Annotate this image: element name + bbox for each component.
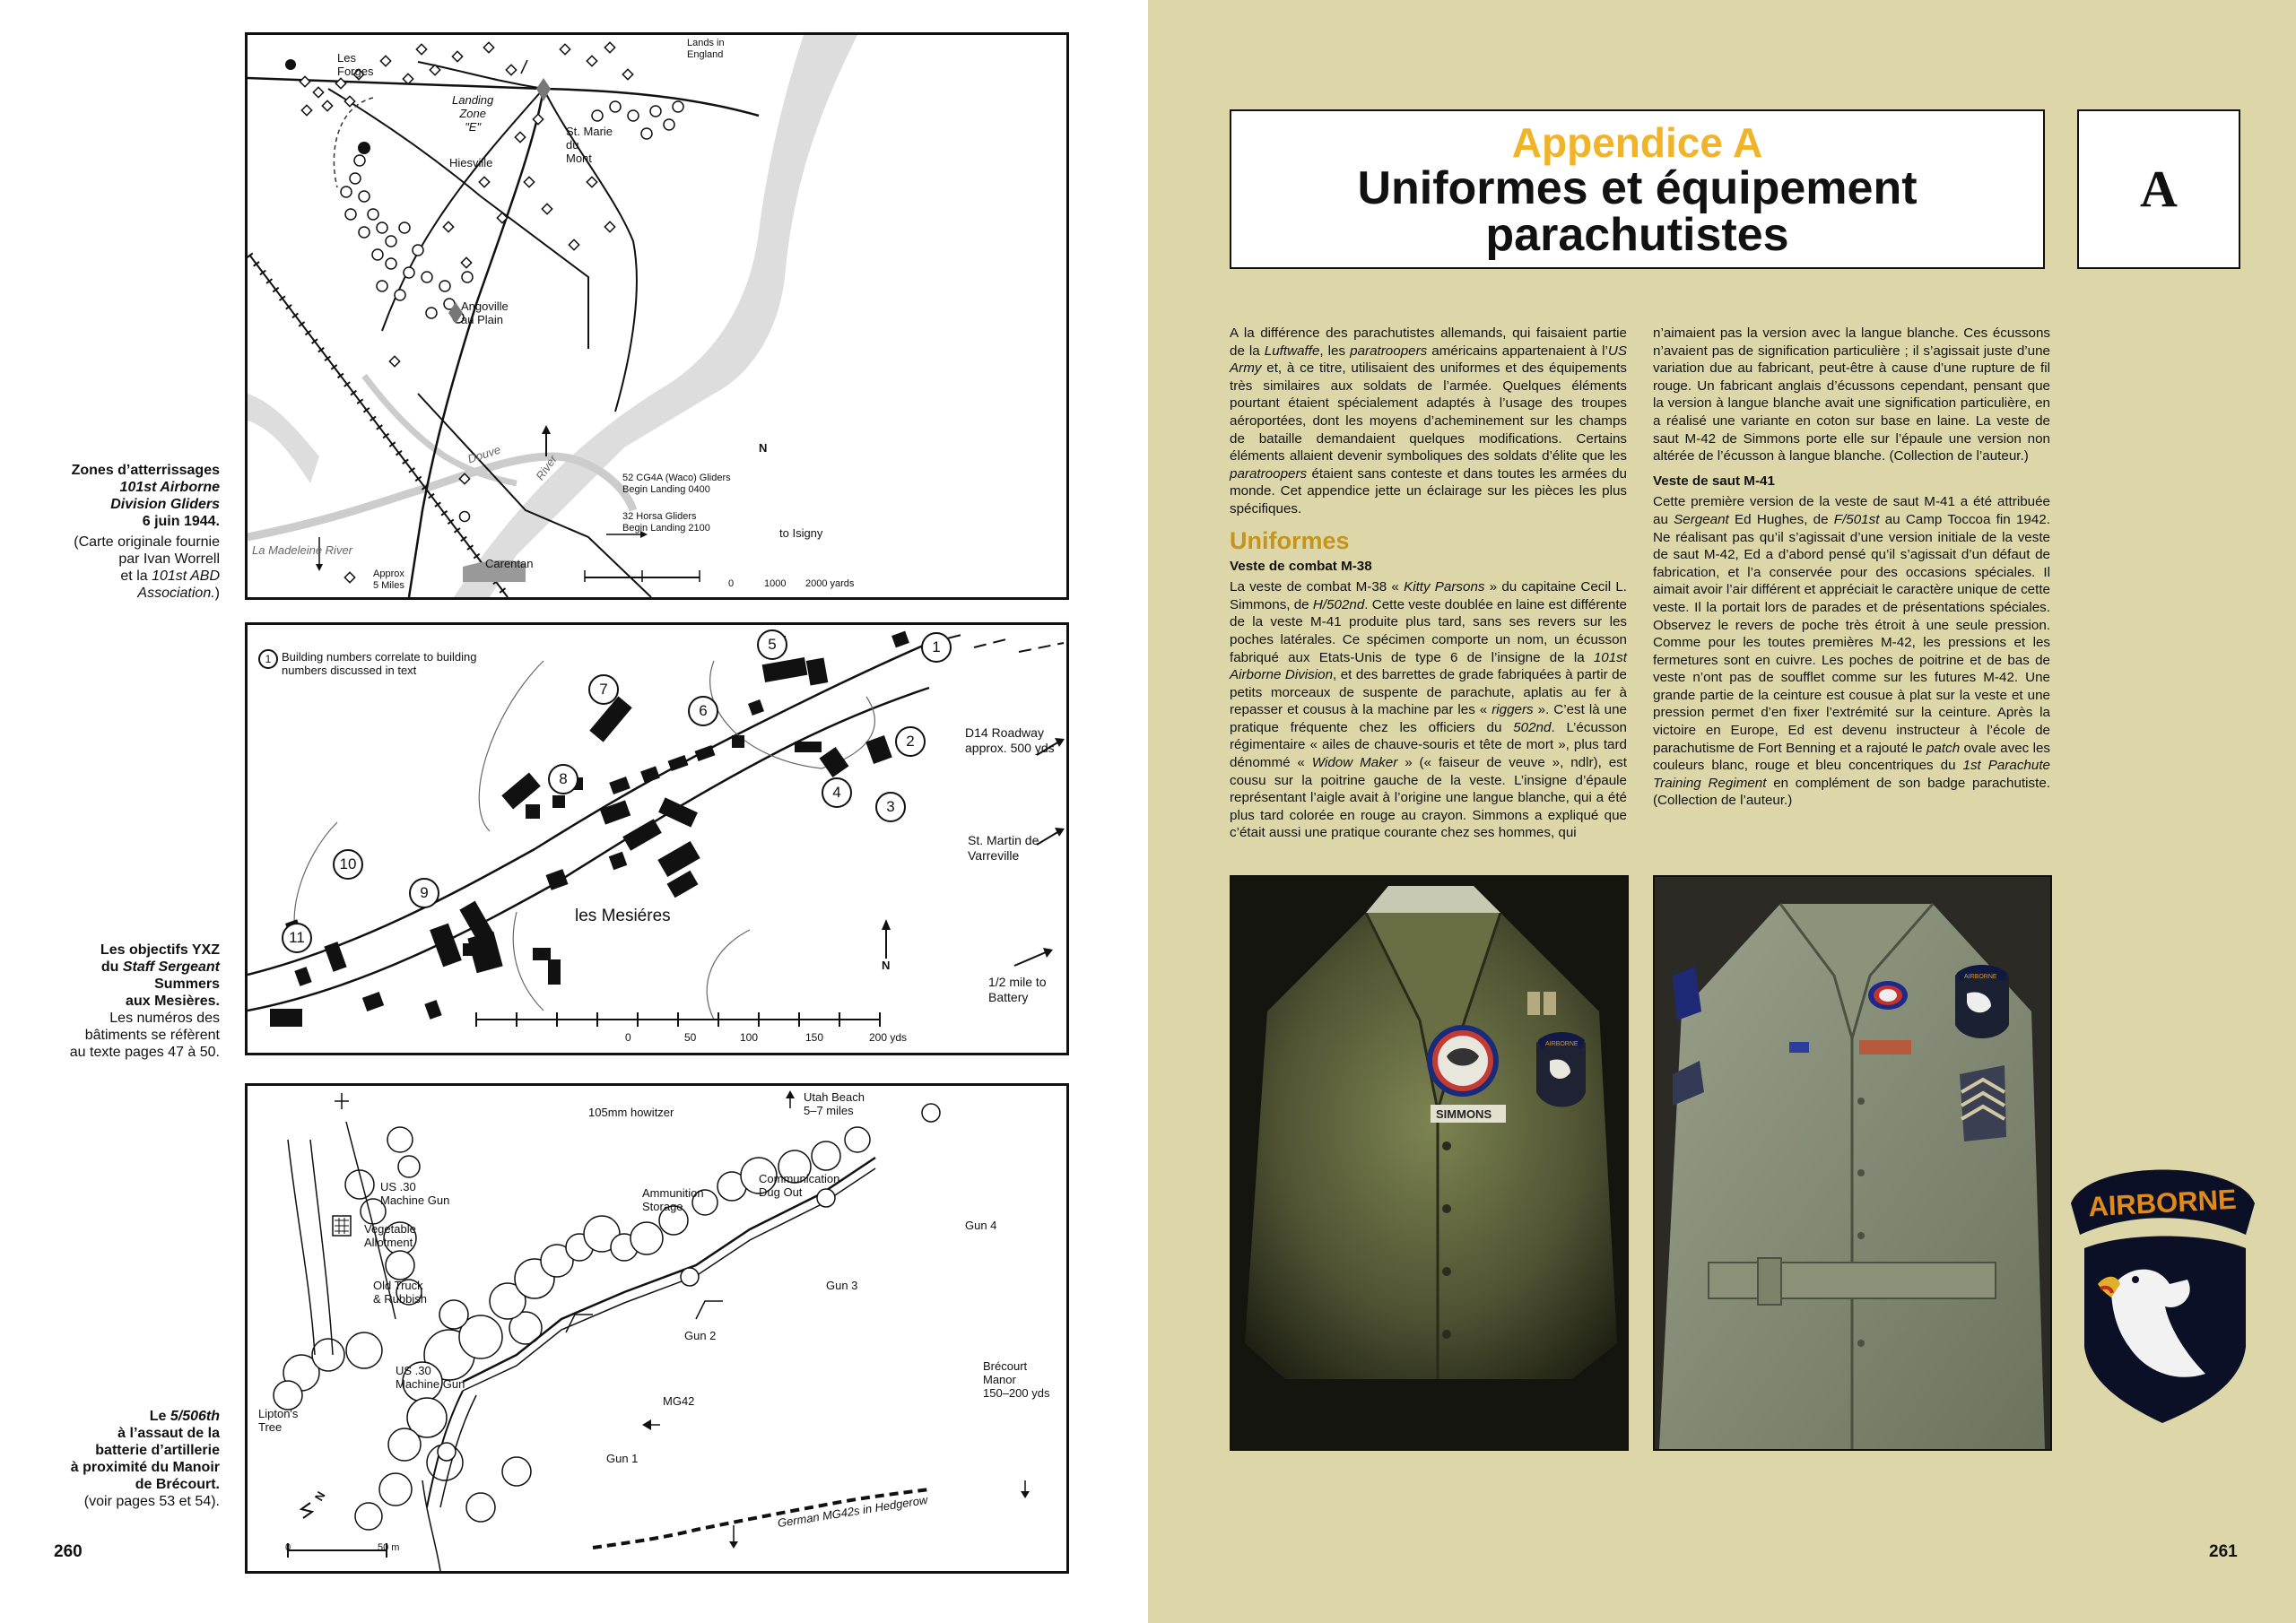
- caption-1-note: (Carte originale fournie par Ivan Worrell et la 101st ABD Association.): [74, 534, 220, 601]
- caption-3-title: Le 5/506th à l’assaut de la batterie d’artillerie à proximité du Manoir de Brécourt.: [70, 1409, 220, 1492]
- appendix-letter-box: A: [2077, 109, 2240, 269]
- m41-paragraph: Cette première version de la veste de saut M-41 a été attribuée au Sergeant Ed Hughes, de F/501st au Camp Toccoa fin 1942. Ne réalisant pas qu’il s’agissait d’une version initiale de la veste de saut M-42, Ed a d’abord pensé qu’il s’agissait d’un défaut de fabrication, et l’a conservée pour des occasions spéciales. Il aimait avoir l’air différent et appréciait le caractère unique de cette veste. Il la portait lors de parades et de présentations spéciales. Observez le revers de poche très étroit à une seule pression. Comme pour les toutes premières M-42, les pressions et les fermetures sont en cuivre. Les poches de poitrine et de bas de veste n’ont pas de soufflet comme sur les futures M-42. Une grande partie de la ceinture est cousue à plat sur la veste et une pression permet d’en fixer l’extrémité sur la ceinture. Après la victoire en Europe, Ed est devenu instructeur à l’école de parachutisme de Fort Benning et a rajouté le patch ovale avec les couleurs blanc, rouge et bleu concentriques du 1st Parachute Training Regiment en complément de son badge parachutiste. (Collection de l’auteur.): [1653, 494, 2050, 809]
- m38-jacket-illustration: [1231, 877, 1627, 1449]
- appendix-title: Uniformes et équipement parachutistes: [1357, 162, 1918, 261]
- label-mg42: MG42: [663, 1394, 695, 1408]
- building-5: 5: [757, 629, 787, 660]
- building-10: 10: [333, 849, 363, 880]
- map2-north-arrow: N: [882, 959, 891, 972]
- photo-m38-jacket: [1230, 875, 1629, 1451]
- label-105mm-howitzer: 105mm howitzer: [588, 1106, 674, 1119]
- caption-1-unit: 101st Airborne Division Gliders: [110, 480, 220, 512]
- mesieres-map: [245, 622, 1069, 1055]
- building-9: 9: [409, 878, 439, 908]
- legend-horsa-gliders: 32 Horsa Gliders Begin Landing 2100: [622, 511, 710, 534]
- airborne-101st-patch: [2062, 1150, 2264, 1428]
- caption-1-title: Zones d’atterrissages: [71, 463, 220, 478]
- photo1-patch-tab: AIRBORNE: [1545, 1041, 1578, 1047]
- airborne-tab-text: AIRBORNE: [2087, 1183, 2238, 1223]
- section-heading-uniformes: Uniformes: [1230, 526, 1350, 554]
- place-angoville: Angoville au Plain: [461, 299, 509, 326]
- label-old-truck: Old Truck & Rubbish: [373, 1279, 427, 1306]
- label-douve-river-2: River: [533, 452, 561, 483]
- label-d14-roadway: D14 Roadway approx. 500 yds: [965, 725, 1055, 755]
- label-utah-beach: Utah Beach 5–7 miles: [804, 1090, 865, 1117]
- building-3: 3: [875, 792, 906, 822]
- intro-paragraph: A la différence des parachutistes allemands, qui faisaient partie de la Luftwaffe, les paratroopers américains appartenaient à l’US Army et, à ce titre, utilisaient des uniformes et des équipements très similaires aux soldats de l’armée. Quelques éléments pourtant étaient spécialement adaptés à l’usage des troupes aéroportées, dont les moyens d’acheminement sur les champs de bataille demandaient quelques modifications. Certains éléments allaient devenir symboliques des soldats d’élite que les paratroopers étaient sans conteste et dans toutes les armées du monde. Cet appendice jette un éclairage sur les pièces les plus spécifiques.: [1230, 325, 1627, 516]
- map1-north-arrow: N: [759, 441, 768, 455]
- brecourt-battery-map: [245, 1083, 1069, 1574]
- map1-scale-0: 0: [728, 578, 735, 589]
- appendix-title-box: [1230, 109, 2045, 269]
- label-ammunition-storage: Ammunition Storage: [642, 1186, 704, 1213]
- photo2-patch-tab: AIRBORNE: [1964, 974, 1997, 980]
- label-brecourt-manor: Brécourt Manor 150–200 yds: [983, 1359, 1050, 1400]
- brecourt-map-drawing: [248, 1086, 1066, 1571]
- label-liptons-tree: Lipton's Tree: [258, 1407, 299, 1434]
- page-number-left: 260: [54, 1542, 83, 1561]
- map3-scale-0: 0: [285, 1542, 291, 1553]
- map3-scale-50m: 50 m: [378, 1542, 400, 1553]
- building-numbers-note: Building numbers correlate to building numbers discussed in text: [282, 650, 477, 677]
- legend-number-circle: 1: [258, 649, 278, 669]
- building-8: 8: [548, 764, 578, 794]
- place-st-marie-du-mont: St. Marie du Mont: [566, 125, 613, 165]
- label-gun-4: Gun 4: [965, 1219, 997, 1232]
- building-1: 1: [921, 632, 952, 663]
- place-les-forges: Les Forges: [337, 51, 374, 78]
- building-2: 2: [895, 726, 926, 757]
- map2-scale-100: 100: [740, 1031, 759, 1044]
- map3-north-arrow: N: [311, 1488, 328, 1504]
- right-page: [1148, 0, 2296, 1623]
- map2-scale-150: 150: [805, 1031, 824, 1044]
- label-mg-upper: US .30 Machine Gun: [380, 1180, 450, 1207]
- label-douve-river: Douve: [465, 442, 502, 466]
- building-6: 6: [688, 696, 718, 726]
- label-st-martin: St. Martin de Varreville: [968, 833, 1039, 863]
- text-column-1: [1230, 325, 1627, 846]
- building-4: 4: [822, 777, 852, 808]
- map2-scale-0: 0: [625, 1031, 631, 1044]
- appendix-kicker: Appendice A: [1511, 119, 1763, 166]
- mesieres-map-drawing: [248, 625, 1066, 1053]
- place-carentan: Carentan: [485, 557, 534, 570]
- m41-jacket-illustration: [1655, 877, 2050, 1449]
- caption-2-note: Les numéros des bâtiments se réfèrent au texte pages 47 à 50.: [69, 1011, 220, 1060]
- label-mg-lower: US .30 Machine Gun: [396, 1364, 465, 1391]
- label-lands-in-england: Lands in England: [687, 38, 725, 60]
- label-communication-dugout: Communication Dug Out: [759, 1172, 840, 1199]
- subheading-m41: Veste de saut M-41: [1653, 473, 1775, 489]
- m38-continuation: n’aimaient pas la version avec la langue blanche. Ces écussons n’avaient pas de signification particulière ; il s’agissait juste d’une variation due au fabricant, peut-être à cause d’une rupture de fil rouge. Un fabricant anglais d’écussons cependant, pensant que la version à langue blanche avait une signification particulière, en a réalisé une variante en coton sur base en laine. La veste de saut M-42 de Simmons porte elle sur l’épaule une version non altérée de l’écusson à langue blanche. (Collection de l’auteur.): [1653, 325, 2050, 464]
- building-11: 11: [282, 923, 312, 953]
- label-german-mg42s: German MG42s in Hedgerow: [776, 1492, 929, 1531]
- label-gun-3: Gun 3: [826, 1279, 858, 1292]
- caption-3-note: (voir pages 53 et 54).: [83, 1494, 220, 1509]
- label-madeleine-river: La Madeleine River: [252, 543, 353, 557]
- legend-waco-gliders: 52 CG4A (Waco) Gliders Begin Landing 0400: [622, 473, 731, 495]
- label-approx-5-miles: Approx 5 Miles: [373, 568, 404, 591]
- page-number-right: 261: [2209, 1542, 2238, 1561]
- caption-1-date: 6 juin 1944.: [142, 514, 220, 529]
- label-les-mesieres: les Mesiéres: [575, 907, 671, 925]
- map1-scale-2000: 2000 yards: [805, 578, 855, 589]
- label-gun-1: Gun 1: [606, 1452, 639, 1465]
- glider-landing-map: [245, 32, 1069, 600]
- caption-2-title: Les objectifs YXZ du Staff Sergeant Summers aux Mesières.: [100, 942, 220, 1009]
- place-hiesville: Hiesville: [449, 156, 493, 169]
- text-column-2: [1653, 325, 2050, 813]
- label-battery: 1/2 mile to Battery: [988, 975, 1047, 1004]
- name-tape: SIMMONS: [1436, 1107, 1492, 1121]
- label-gun-2: Gun 2: [684, 1329, 717, 1342]
- photo-m41-jacket: [1653, 875, 2052, 1451]
- building-7: 7: [588, 674, 619, 705]
- m38-paragraph: La veste de combat M-38 « Kitty Parsons » du capitaine Cecil L. Simmons, de H/502nd. Cette veste doublée en laine est différente de la veste M-41 produite plus tard, sans ses revers sur les poches latérales. Ce spécimen comporte un nom, un écusson fabriqué aux Etats-Unis de type 6 de l’insigne de la 101st Airborne Division, et des barrettes de grade fabriquées à partir de petits morceaux de suspente de parachute, aplatis au fer à repasser et cousus à la machine par les « riggers ». C’est là une pratique fréquente chez les officiers du 502nd. L’écusson régimentaire « ailes de chauve-souris et tête de mort », plus tard dénommé « Widow Maker » (« faiseur de veuve », ndlr), est cousu sur la poitrine gauche de la veste. L’insigne d’épaule représentant l’aigle avait à l’origine une langue blanche, qui a été plus tard colorée en rouge au crayon. Simmons a expliqué que c’était aussi une pratique courante chez ses hommes, qui: [1230, 579, 1627, 841]
- caption-brecourt-map: [36, 1408, 220, 1510]
- map1-scale-1000: 1000: [764, 578, 787, 589]
- subheading-m38: Veste de combat M-38: [1230, 558, 1372, 574]
- label-vegetable-allotment: Vegetable Allotment: [364, 1222, 416, 1249]
- caption-mesieres-map: [36, 942, 220, 1061]
- map2-scale-50: 50: [684, 1031, 697, 1044]
- map2-scale-200: 200 yds: [869, 1031, 908, 1044]
- place-landing-zone: Landing Zone "E": [452, 93, 494, 134]
- caption-glider-map: [36, 462, 220, 602]
- label-to-isigny: to Isigny: [779, 526, 823, 540]
